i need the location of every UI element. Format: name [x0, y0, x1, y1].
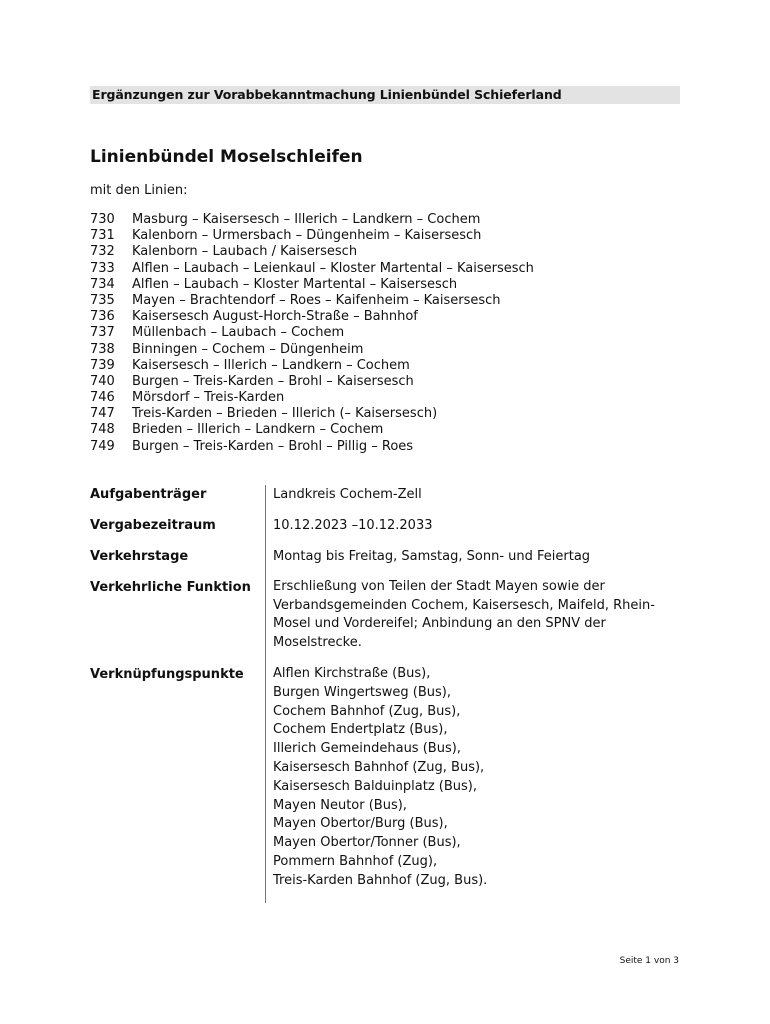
line-number: 732	[90, 244, 115, 260]
vergabezeitraum-value: 10.12.2023 –10.12.2033	[273, 518, 433, 533]
verknuepfungspunkt: Alflen Kirchstraße (Bus),	[273, 666, 431, 681]
verknuepfungspunkt: Kaisersesch Bahnhof (Zug, Bus),	[273, 759, 485, 775]
line-number: 740	[90, 373, 115, 389]
line-item	[90, 342, 534, 358]
line-item	[90, 212, 534, 228]
line-route: Kalenborn – Urmersbach – Düngenheim – Kaisersesch	[132, 228, 482, 244]
line-item	[90, 325, 534, 341]
line-route: Kaisersesch – Illerich – Landkern – Cochem	[132, 357, 410, 373]
line-route: Mörsdorf – Treis-Karden	[132, 390, 285, 406]
line-number: 733	[90, 260, 115, 276]
line-number: 749	[90, 438, 115, 454]
line-list	[90, 212, 534, 455]
verkehrstage-label: Verkehrstage	[90, 549, 189, 564]
header-bar	[90, 86, 680, 104]
line-number: 734	[90, 276, 115, 292]
verknuepfungspunkt: Illerich Gemeindehaus (Bus),	[273, 741, 461, 757]
page-number: Seite 1 von 3	[619, 956, 679, 966]
line-route: Brieden – Illerich – Landkern – Cochem	[132, 422, 384, 438]
line-route: Kalenborn – Laubach / Kaisersesch	[132, 244, 358, 260]
line-number: 739	[90, 357, 115, 373]
verknuepfungspunkte-value	[273, 665, 487, 891]
line-number: 747	[90, 406, 115, 422]
verknuepfungspunkt: Mayen Obertor/Burg (Bus),	[273, 816, 448, 832]
line-number: 735	[90, 292, 115, 308]
verknuepfungspunkte-label: Verknüpfungspunkte	[90, 667, 244, 682]
verknuepfungspunkt: Mayen Obertor/Tonner (Bus),	[273, 835, 461, 851]
funktion-line: Verbandsgemeinden Cochem, Kaisersesch, Maifeld, Rhein-	[273, 597, 655, 613]
line-route: Müllenbach – Laubach – Cochem	[132, 325, 345, 341]
line-number: 738	[90, 341, 115, 357]
verknuepfungspunkt: Cochem Bahnhof (Zug, Bus),	[273, 703, 461, 719]
line-item	[90, 261, 534, 277]
aufgabentraeger-label: Aufgabenträger	[90, 487, 207, 502]
vergabezeitraum-label: Vergabezeitraum	[90, 518, 216, 533]
intro-text: mit den Linien:	[90, 183, 188, 198]
line-number: 748	[90, 422, 115, 438]
line-number: 731	[90, 228, 115, 244]
line-item	[90, 244, 534, 260]
line-item	[90, 374, 534, 390]
line-route: Masburg – Kaisersesch – Illerich – Landkern – Cochem	[132, 212, 481, 227]
verknuepfungspunkt: Cochem Endertplatz (Bus),	[273, 722, 448, 738]
line-item	[90, 390, 534, 406]
line-route: Alflen – Laubach – Kloster Martental – Kaisersesch	[132, 276, 458, 292]
line-item	[90, 228, 534, 244]
verknuepfungspunkt: Treis-Karden Bahnhof (Zug, Bus).	[273, 872, 488, 888]
line-route: Burgen – Treis-Karden – Brohl – Kaisersesch	[132, 373, 414, 389]
line-route: Alflen – Laubach – Leienkaul – Kloster Martental – Kaisersesch	[132, 260, 534, 276]
line-item	[90, 406, 534, 422]
funktion-line: Mosel und Vordereifel; Anbindung an den SPNV der	[273, 616, 606, 631]
line-number: 736	[90, 309, 115, 325]
line-number: 746	[90, 390, 115, 406]
funktion-label: Verkehrliche Funktion	[90, 580, 251, 595]
line-route: Treis-Karden – Brieden – Illerich (– Kaisersesch)	[132, 406, 438, 422]
line-item	[90, 293, 534, 309]
line-route: Mayen – Brachtendorf – Roes – Kaifenheim – Kaisersesch	[132, 292, 501, 308]
verknuepfungspunkt: Kaisersesch Balduinplatz (Bus),	[273, 778, 477, 794]
funktion-value	[273, 578, 655, 652]
line-number: 737	[90, 325, 115, 341]
verknuepfungspunkt: Pommern Bahnhof (Zug),	[273, 853, 438, 869]
line-item	[90, 277, 534, 293]
verknuepfungspunkt: Mayen Neutor (Bus),	[273, 797, 407, 813]
line-item	[90, 309, 534, 325]
line-item	[90, 439, 534, 455]
funktion-line: Moselstrecke.	[273, 634, 362, 650]
line-route: Burgen – Treis-Karden – Brohl – Pillig – Roes	[132, 438, 414, 454]
line-item	[90, 358, 534, 374]
aufgabentraeger-value: Landkreis Cochem-Zell	[273, 487, 422, 502]
line-route: Kaisersesch August-Horch-Straße – Bahnhof	[132, 309, 418, 325]
page-title: Linienbündel Moselschleifen	[90, 147, 363, 167]
line-number: 730	[90, 212, 115, 227]
verkehrstage-value: Montag bis Freitag, Samstag, Sonn- und Feiertag	[273, 549, 591, 564]
funktion-line: Erschließung von Teilen der Stadt Mayen sowie der	[273, 579, 605, 594]
verknuepfungspunkt: Burgen Wingertsweg (Bus),	[273, 684, 452, 700]
header-text: Ergänzungen zur Vorabbekanntmachung Linienbündel Schieferland	[92, 87, 562, 102]
line-item	[90, 422, 534, 438]
line-route: Binningen – Cochem – Düngenheim	[132, 341, 364, 357]
info-divider	[265, 485, 266, 903]
